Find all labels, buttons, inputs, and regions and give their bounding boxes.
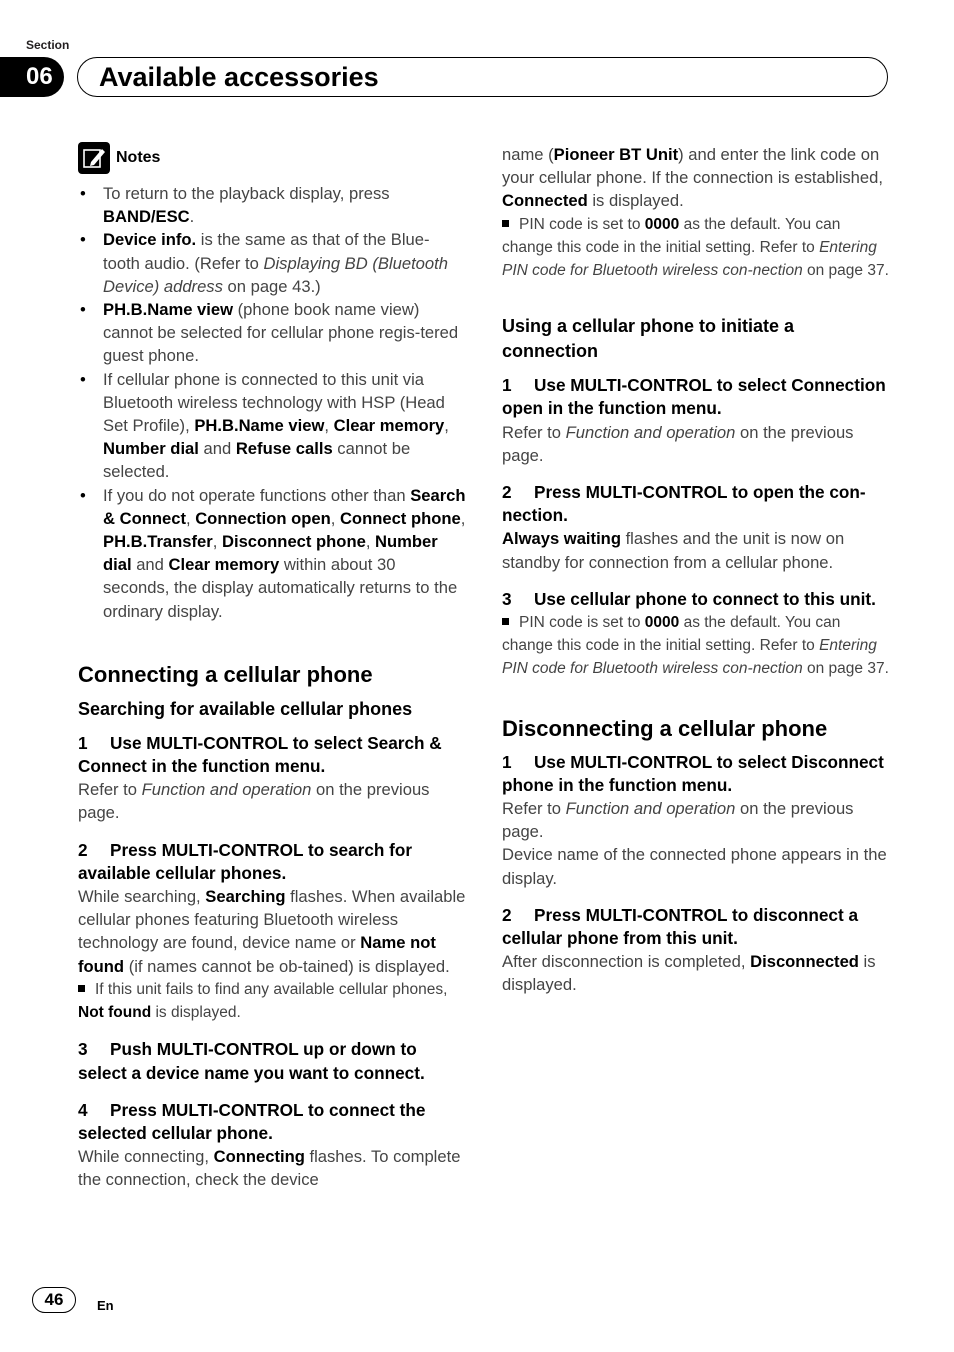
- step-number: 2: [502, 482, 512, 503]
- body-paragraph: Refer to Function and operation on the previous page.: [502, 799, 854, 842]
- language-label: En: [97, 1298, 114, 1313]
- notes-list: [78, 182, 466, 623]
- step-number: 3: [502, 588, 512, 609]
- section-heading-disconnecting: Disconnecting a cellular phone: [502, 715, 828, 741]
- subheading-searching: Searching for available cellular phones: [78, 698, 413, 719]
- square-bullet-icon: [78, 985, 85, 992]
- step-heading: [78, 732, 466, 778]
- step-number: 3: [78, 1039, 88, 1060]
- subheading-initiate-connection: Using a cellular phone to initiate a connection: [502, 316, 795, 362]
- body-paragraph: Device name of the connected phone appears in the display.: [502, 845, 887, 888]
- right-intro: [502, 143, 892, 282]
- step-text: Use MULTI-CONTROL to select Disconnect phone in the function menu.: [502, 751, 884, 795]
- step-heading: [78, 1038, 466, 1084]
- notes-label: Notes: [116, 149, 161, 167]
- square-note: If this unit fails to find any available cellular phones, Not found is displayed.: [78, 980, 448, 1022]
- body-paragraph: Refer to Function and operation on the previous page.: [78, 780, 430, 823]
- note-item: • Device info. is the same as that of the Blue-tooth audio. (Refer to Displaying BD (Bluetooth Device) address on page 43.): [78, 228, 466, 298]
- note-item: • If you do not operate functions other than Search & Connect, Connection open, Connect phone, PH.B.Transfer, Disconnect phone, Number dial and Clear memory within about 30 seconds, the display automatically returns to the ordinary display.: [78, 484, 466, 623]
- body-paragraph: Refer to Function and operation on the previous page.: [502, 422, 854, 465]
- right-column: [502, 143, 892, 997]
- step-heading: [78, 1099, 466, 1145]
- step-text: Press MULTI-CONTROL to open the con-nection.: [502, 482, 866, 526]
- step-number: 2: [78, 839, 88, 860]
- step-heading: [78, 839, 466, 885]
- note-item: • To return to the playback display, press BAND/ESC.: [78, 182, 466, 228]
- step-number: 2: [502, 904, 512, 925]
- body-paragraph: Always waiting flashes and the unit is now on standby for connection from a cellular phone.: [502, 529, 845, 572]
- section-heading-connecting: Connecting a cellular phone: [78, 661, 373, 687]
- square-bullet-icon: [502, 618, 509, 625]
- step-number: 1: [502, 751, 512, 772]
- left-column: [78, 140, 466, 1192]
- body-paragraph: After disconnection is completed, Disconnected is displayed.: [502, 952, 876, 995]
- body-paragraph: name (Pioneer BT Unit) and enter the link code on your cellular phone. If the connection is established, Connected is displayed.: [502, 145, 883, 211]
- section-number-badge: 06: [0, 57, 64, 97]
- step-number: 4: [78, 1099, 88, 1120]
- step-text: Use cellular phone to connect to this unit.: [534, 588, 876, 609]
- step-text: Use MULTI-CONTROL to select Search & Connect in the function menu.: [78, 732, 442, 777]
- square-note: PIN code is set to 0000 as the default. You can change this code in the initial setting. Refer to Entering PIN code for Bluetooth wireless con-nection on page 37.: [502, 215, 889, 280]
- step-text: Press MULTI-CONTROL to search for available cellular phones.: [78, 839, 413, 883]
- page-title: Available accessories: [77, 57, 888, 97]
- body-paragraph: While searching, Searching flashes. When available cellular phones featuring Bluetooth wireless technology are found, device name or Name not found (if names cannot be ob-tained) is displayed.: [78, 887, 466, 976]
- note-item: • If cellular phone is connected to this unit via Bluetooth wireless technology with HSP (Head Set Profile), PH.B.Name view, Clear memory, Number dial and Refuse calls cannot be selected.: [78, 368, 466, 484]
- right-content-disconnect: [502, 751, 892, 997]
- body-paragraph: While connecting, Connecting flashes. To complete the connection, check the device: [78, 1147, 461, 1190]
- step-heading: [502, 481, 892, 527]
- step-text: Push MULTI-CONTROL up or down to select a device name you want to connect.: [78, 1039, 425, 1083]
- square-note: PIN code is set to 0000 as the default. You can change this code in the initial setting. Refer to Entering PIN code for Bluetooth wireless con-nection on page 37.: [502, 614, 889, 678]
- section-label: Section: [26, 38, 70, 52]
- step-text: Use MULTI-CONTROL to select Connection open in the function menu.: [502, 375, 886, 419]
- page-number: 46: [32, 1287, 76, 1313]
- note-item: • PH.B.Name view (phone book name view) cannot be selected for cellular phone regis-tered guest phone.: [78, 298, 466, 368]
- left-content: [78, 732, 466, 1192]
- step-text: Press MULTI-CONTROL to disconnect a cellular phone from this unit.: [502, 904, 859, 949]
- step-heading: [502, 751, 892, 797]
- step-heading: [502, 588, 892, 611]
- step-number: 1: [78, 732, 88, 753]
- step-heading: [502, 374, 892, 420]
- pencil-note-icon: [78, 142, 110, 174]
- step-text: Press MULTI-CONTROL to connect the selected cellular phone.: [78, 1099, 426, 1143]
- square-bullet-icon: [502, 220, 509, 227]
- notes-header: [78, 140, 466, 176]
- step-heading: [502, 904, 892, 950]
- step-number: 1: [502, 375, 512, 396]
- right-content: [502, 374, 892, 680]
